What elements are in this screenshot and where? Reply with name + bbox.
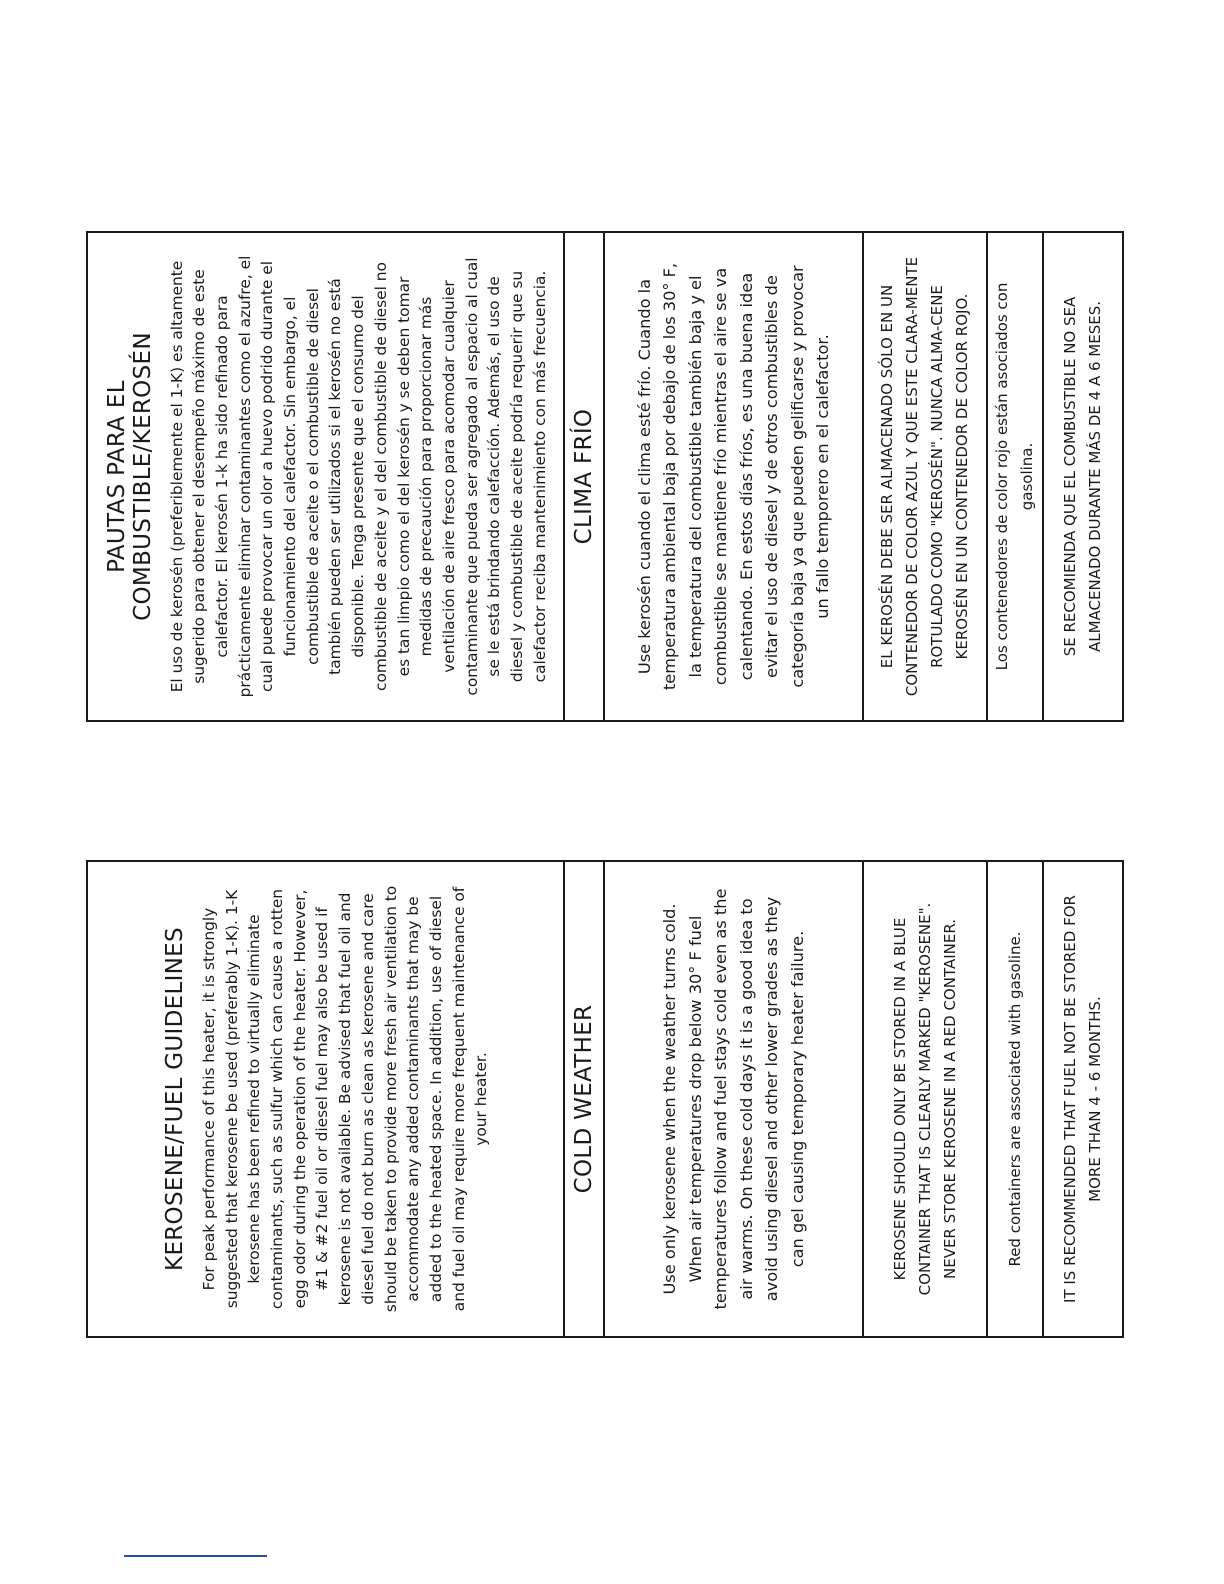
en-cold-weather-title: COLD WEATHER: [571, 1004, 597, 1194]
en-storage-time-section: [1044, 862, 1122, 1336]
en-guidelines-body: For peak performance of this heater, it is strongly suggested that kerosene be used (preferably 1-K). 1-K kerosene has been refined to virtually eliminate contaminants, such as sulfur which can cause a rotten egg odor during the operation of the heater. However, #1 & #2 fuel oil or diesel fuel may also be used if kerosene is not available. Be advised that fuel oil and diesel fuel do not burn as clean as kerosene and care should be taken to provide more fresh air ventilation to accommodate any added contaminants that may be added to the heated space. In addition, use of diesel and fuel oil may require more frequent maintenance of your heater.: [199, 885, 491, 1313]
es-guidelines-title: PAUTAS PARA EL COMBUSTIBLE/KEROSÉN: [103, 332, 156, 621]
es-cold-title-section: [565, 233, 605, 720]
en-cold-body-section: [605, 862, 864, 1336]
es-cold-weather-body: Use kerosén cuando el clima esté frío. Cuando la temperatura ambiental baja por debajo de los 30° F, la temperatura del combustible también baja y el combustible se mantiene frío mientras el aire se va calentando. En estos días fríos, es una buena idea evitar el uso de diesel y de otros combustibles de categoría baja ya que pueden gelificarse y provocar un fallo temporero en el calefactor.: [634, 262, 832, 691]
es-storage-time-section: [1044, 233, 1122, 720]
es-guidelines-section: [88, 233, 565, 720]
footer-blue-rule: [124, 1555, 267, 1557]
es-storage-section: [864, 233, 988, 720]
es-guidelines-body: El uso de kerosén (preferiblemente el 1-K) es altamente sugerido para obtener el desempeño máximo de este calefactor. El kerosén 1-k ha sido refinado para prácticamente eliminar contaminantes como el azufre, el cual puede provocar un olor a huevo podrido durante el funcionamiento del calefactor. Sin embargo, el combustible de aceite o el combustible de diesel también pueden ser utilizados si el kerosén no está disponible. Tenga presente que el consumo del combustible de aceite y el del combustible de diesel no es tan limpio como el del kerosén y se deben tomar medidas de precaución para proporcionar más ventilación de aire fresco para acomodar cualquier contaminante que pueda ser agregado al espacio al cual se le está brindando calefacción. Además, el uso de diesel y combustible de aceite podría requerir que su calefactor reciba mantenimiento con más frecuencia.: [167, 255, 549, 698]
en-guidelines-title: KEROSENE/FUEL GUIDELINES: [161, 927, 188, 1271]
en-storage-section: [864, 862, 988, 1336]
es-red-container-section: [988, 233, 1044, 720]
es-storage-warning: EL KEROSÉN DEBE SER ALMACENADO SÓLO EN UN CONTENEDOR DE COLOR AZUL Y QUE ESTE CLARA-MENTE ROTULADO COMO "KEROSÉN". NUNCA ALMA-CENE KEROSÉN EN UN CONTENEDOR DE COLOR ROJO.: [878, 256, 971, 697]
english-fuel-panel: [86, 860, 1124, 1338]
es-red-container-note: Los contenedores de color rojo están asociados con gasolina.: [993, 282, 1036, 671]
en-red-container-section: [988, 862, 1044, 1336]
es-cold-body-section: [605, 233, 864, 720]
en-storage-warning: [888, 884, 963, 1314]
es-cold-weather-title: CLIMA FRÍO: [571, 408, 597, 545]
en-storage-line-2: NEVER STORE KEROSENE IN A RED CONTAINER.: [940, 919, 959, 1279]
spanish-fuel-panel: [86, 231, 1124, 722]
en-red-container-note: Red containers are associated with gasoline.: [1005, 931, 1024, 1267]
en-cold-weather-body: Use only kerosene when the weather turns cold. When air temperatures drop below 30° F fuel temperatures follow and fuel stays cold even as the air warms. On these cold days it is a good idea to avoid using diesel and other lower grades as they can gel causing temporary heater failure.: [660, 888, 807, 1310]
es-storage-time-note: SE RECOMIENDA QUE EL COMBUSTIBLE NO SEA ALMACENADO DURANTE MÁS DE 4 A 6 MESES.: [1061, 296, 1104, 657]
en-storage-time-note: IT IS RECOMMENDED THAT FUEL NOT BE STORED FOR MORE THAN 4 - 6 MONTHS.: [1061, 895, 1104, 1303]
en-storage-line-1: KEROSENE SHOULD ONLY BE STORED IN A BLUE CONTAINER THAT IS CLEARLY MARKED "KEROSENE".: [890, 902, 934, 1296]
en-cold-title-section: [565, 862, 605, 1336]
en-guidelines-section: [88, 862, 565, 1336]
